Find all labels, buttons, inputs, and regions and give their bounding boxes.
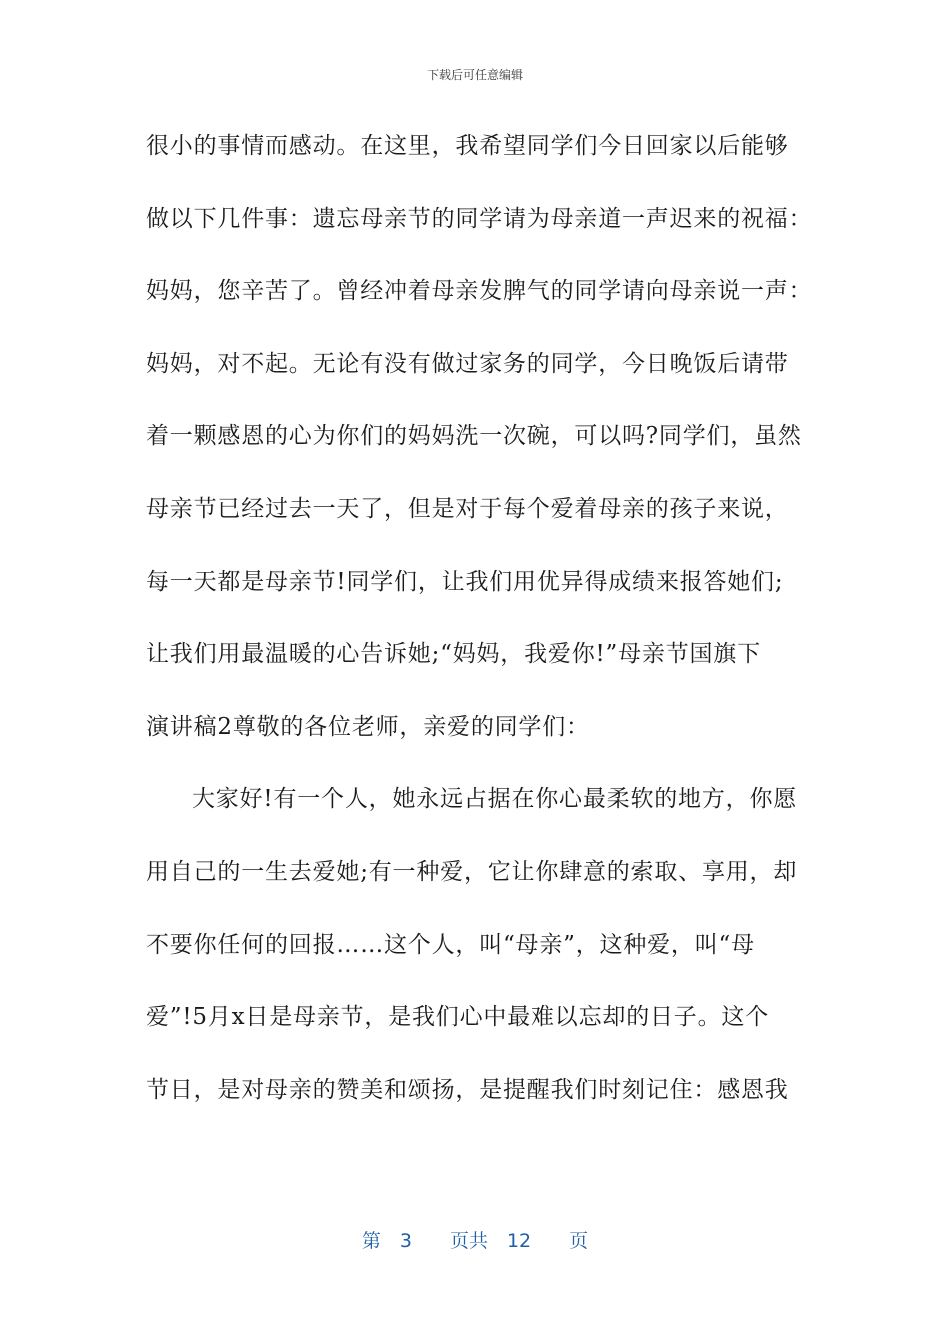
paragraph-start-line: 大家好!有一个人，她永远占据在你心最柔软的地方，你愿 xyxy=(192,786,798,813)
text-line: 每一天都是母亲节!同学们，让我们用优异得成绩来报答她们; xyxy=(146,568,784,595)
text-line: 做以下几件事：遗忘母亲节的同学请为母亲道一声迟来的祝福： xyxy=(146,205,813,232)
document-body xyxy=(146,120,811,1136)
text-line: 不要你任何的回报……这个人，叫“母亲”，这种爱，叫“母 xyxy=(146,931,755,958)
header-note: 下载后可任意编辑 xyxy=(426,68,523,82)
text-line: 用自己的一生去爱她;有一种爱，它让你肆意的索取、享用，却 xyxy=(146,858,798,885)
page-number-footer: 第 3 页共 12 页 xyxy=(361,1230,589,1252)
text-line: 妈妈，对不起。无论有没有做过家务的同学，今日晚饭后请带 xyxy=(146,350,789,377)
text-line: 着一颗感恩的心为你们的妈妈洗一次碗，可以吗?同学们，虽然 xyxy=(146,423,802,450)
text-line: 爱”!5月x日是母亲节，是我们心中最难以忘却的日子。这个 xyxy=(146,1004,770,1031)
text-line: 节日，是对母亲的赞美和颂扬，是提醒我们时刻记住：感恩我 xyxy=(146,1076,789,1103)
text-line: 演讲稿2尊敬的各位老师，亲爱的同学们： xyxy=(146,713,590,740)
text-line: 妈妈，您辛苦了。曾经冲着母亲发脾气的同学请向母亲说一声： xyxy=(146,278,813,305)
text-line: 母亲节已经过去一天了，但是对于每个爱着母亲的孩子来说， xyxy=(146,495,789,522)
text-line: 很小的事情而感动。在这里，我希望同学们今日回家以后能够 xyxy=(146,133,789,159)
text-line: 让我们用最温暖的心告诉她;“妈妈，我爱你!”母亲节国旗下 xyxy=(146,641,761,668)
